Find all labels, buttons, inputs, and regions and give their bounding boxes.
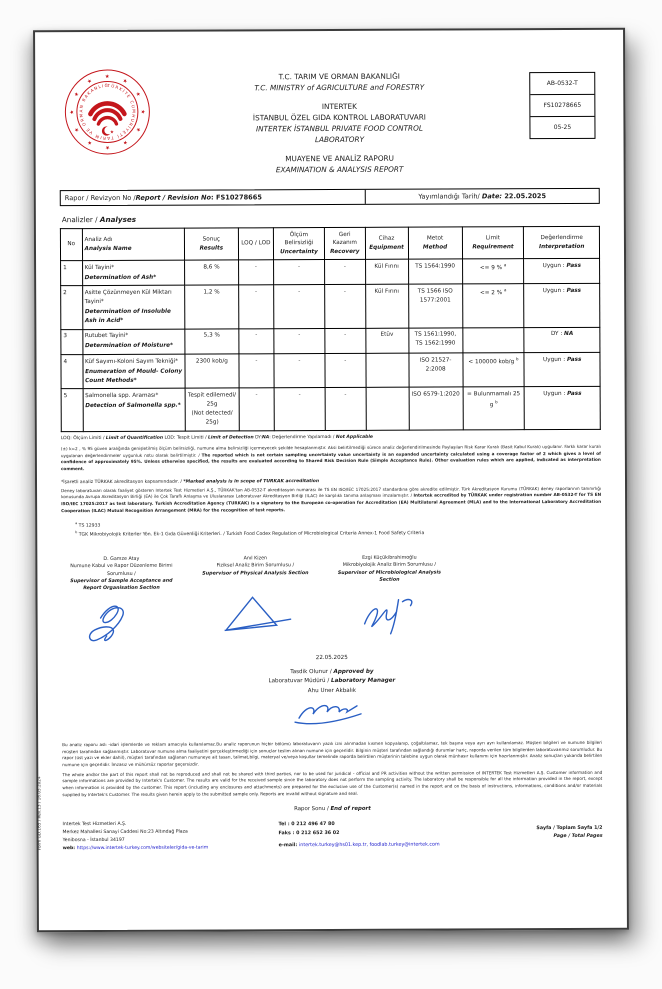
signatory-title-tr: Fiziksel Analiz Birim Sorumlusu /: [216, 563, 295, 569]
report-page: [33, 28, 629, 933]
report-header: [59, 64, 599, 177]
loq-lod-legend: LOQ: Ölçüm Limiti / Limit of Quantification LOD: Tespit Limiti / Limit of Detection DY:NA: Değerlendirme Yapılamadı / Not Applicable: [60, 434, 373, 442]
signatory-title-tr: Mikrobiyolojik Analiz Birim Sorumlusu /: [342, 562, 437, 569]
ministry-title-tr: T.C. TARIM VE ORMAN BAKANLIĞI: [278, 71, 400, 82]
table-row: 2 Asitte Çözünmeyen Kül Miktarı Tayini* Determination of Insoluble Ash in Acid* 1,2 % - - - Kül Fırını TS 1566 ISO 1577:2001 <= 2 % $^a$ Uygun : Pass: [61, 284, 600, 330]
signatory-physical-analysis: [195, 555, 315, 651]
footnote-b: $^b$ TGK Mikrobiyolojik Kriterler Yön. Ek-1 Gıda Güvenliği Kriterleri. / Turkish Food Codex Regulation of Microbiological Criteria Annex-1 Food Safety Criteria: [75, 530, 425, 539]
col-interpretation: Değerlendirme Interpretation: [524, 227, 600, 259]
approval-line1: Tasdik Olunur / Approved by: [290, 668, 374, 675]
approval-line2: Laboratuvar Müdürü / Laboratory Manager: [268, 678, 396, 685]
table-row: 3 Rutubet Tayini* Determination of Moisture* 5,3 % - - - Etüv TS 1561:1990, TS 1562:1990 DY : NA: [61, 327, 600, 355]
report-title-tr: MUAYENE VE ANALİZ RAPORU: [285, 153, 394, 163]
lab-name-en1: INTERTEK İSTANBUL PRIVATE FOOD CONTROL: [255, 123, 423, 134]
page-count-line-en: Page / Total Pages: [553, 833, 603, 839]
lab-name-en2: LABORATORY: [314, 135, 365, 145]
svg-text:★: ★: [109, 130, 114, 136]
signatory-name: Anıl Kizen: [243, 556, 268, 562]
col-recovery: Geri Kazanım Recovery: [324, 228, 365, 260]
svg-text:★: ★: [121, 77, 129, 86]
signatory-title-en: Supervisor of Microbiological Analysis Section: [337, 570, 441, 583]
legal-disclaimer-tr: Bu analiz raporu aslı -idari işlemlerde ve reklam amacıyla kullanılamaz.Bu analiz raporunun hiçbir bölümü laboratuvarın yazılı izni alınmadan kısmen kopyalanıp, çoğaltılamaz, tek başına veya ayrı ayrı kullanılamaz. Müşteri bilgileri ve numune bilgileri müşteri tarafından sağlanmıştır. Laboratuvar numune alma faaliyetini gerçekleştirmediği için sonuçlar teslim alınan numune için geçerlidir. Bilginin müşteri tarafından sağlandığı durumlar hariç, raporda verilen tüm bilgilerden laboratuvarımız sorumludur. Bu rapor (üst yazı ve ekler dahil), müşteri tarafından sağlanan numuneye ait tasarı, talimat,bilgi, materyal ve/veya koşullar temelinde raporda belirtilen müşterinin talebine uygun olarak münhasır kullanımı için hazırlanmıştır. Analiz sonuçları yukarıda belirtilen numune için geçerlidir. İmzasız ve mühürsüz raporlar geçersizdir.: [62, 739, 603, 768]
signatory-name: D. Gamze Atay: [103, 557, 140, 563]
fax-line: Faks : 0 212 652 36 02: [278, 830, 340, 836]
lab-name-tr: İSTANBUL ÖZEL GIDA KONTROL LABORATUVARI: [252, 112, 426, 123]
seal-crescent-star: [102, 126, 114, 135]
svg-text:★: ★: [73, 126, 81, 134]
svg-text:★: ★: [134, 125, 142, 133]
accreditation-note: Deney laboratuvarı olarak faaliyet gösteren Intertek Test Hizmetleri A.Ş., TÜRKAK'tan AB-0532-T akreditasyon numarası ile TS EN ISO/IEC 17025:2017 standardına göre akredite edilmiştir. Türk Akreditasyon Kurumu (TÜRKAK) deney raporlarının tanınırlığı konusunda Avrupa Akreditasyon Birliği (EA) ile Çok Taraflı Anlaşma ve Uluslararası Laboratuvar Akreditasyon Birliği (ILAC) ile karşılıklı tanıma anlaşması imzalamıştır. / Intertek accredited by TÜRKAK under registration number AB-0532-T for TS EN ISO/IEC 17025:2017 as test laboratory. Turkish Accreditation Agency (TURKAK) is a signatory to the European co-operation for Accreditation (EA) Multilateral Agreement (MLA) and to the International Laboratory Accreditation Cooperation (ILAC) Mutual Recognition Arrangement (MRA) for the recognition of test reports.: [61, 485, 602, 514]
report-no-label-en: Report / Revision No: [135, 193, 212, 203]
signatory-name: Ezgi Küçükibrahimoğlu: [362, 555, 417, 562]
website-link[interactable]: https://www.intertek-turkey.com/websiteler/gida-ve-tarim: [76, 845, 209, 852]
analyses-heading-en: Analyses: [99, 215, 137, 225]
form-revision-code: Form GD.165 / Rev.13 / 16.05.2024: [36, 776, 42, 851]
svg-text:★: ★: [73, 91, 81, 99]
date-value: 22.05.2025: [502, 192, 547, 201]
col-no: No: [60, 229, 82, 261]
col-loq-lod: LOQ / LOD: [238, 228, 273, 260]
analyses-table: [60, 226, 601, 432]
svg-text:★: ★: [86, 77, 94, 86]
analyses-heading: [62, 213, 600, 224]
accreditation-number: AB-0532-T: [530, 73, 594, 95]
svg-text:★: ★: [86, 138, 94, 147]
header-titles: [155, 64, 523, 176]
signatory-title-en: Supervisor of Physical Analysis Section: [202, 570, 309, 577]
signature-block: [61, 554, 601, 651]
signatory-microbiological-analysis: [329, 555, 449, 651]
uncertainty-note: (±) k=2 , % 95 güven aralığında genişletilmiş ölçüm belirsizliği, numune alma belirsizliği içermeyecek şekilde hesaplanmıştır. Aksi belirtilmediği sürece analiz değerlendirilmesinde Paylaşılan Risk Karar Kuralı (Basit Kabul Kuralı) uygulanır. Farklı karar kuralı uygulanan değerlendirmeler uygunluk notu olarak belirtilmiştir. / The reported which is not certain sampling uncertainty value uncertainty is an expanded uncertainty calculated using a coverage factor of 2 which gives a level of confidence of approximately 95%. Unless otherwise specified, the results are evaluated according to Shared Risk Decision Rule (Simple Acceptance Rule). Other evaluation rules which are applied, indicated as interpretation comment.: [60, 443, 601, 472]
report-code: FS10278665: [530, 95, 594, 117]
turkak-scope-line: *İşaretli analiz TÜRKAK akreditasyon kapsamındadır. / *Marked analysis is in scope of TURKAK accreditation: [60, 478, 320, 485]
col-limit: Limit Requirement: [462, 227, 524, 259]
svg-text:★: ★: [139, 109, 146, 115]
legal-disclaimer-en: The whole and/or the part of this report shall not be reproduced and shall not be shared with third parties, nor to be used for juridical - official and PR activities without the written permission of INTERTEK Test Hizmetleri A.Ş. Customer information and sample informations are provided by Intertek's Customer. The results are valid for the received sample since the laboratory does not perform the sampling activity. The laboratory shall be responsible for all the information provided in the report, except when information is provided by the customer. This report (including any enclosures and attachments) are prepared for the exclusive use of the Customer(s) named in the report and on the basis of instructions, informations, conditions and/or materials supplied by Intertek's Customer. The results given herein apply to the submitted sample only. Reports are invalid without signature and seal.: [62, 769, 603, 798]
address-line2: Yenibosna - İstanbul 34197: [62, 837, 125, 844]
footer-address: [62, 820, 278, 854]
email-links[interactable]: intertek.turkey@hs01.kep.tr, foodlab.turkey@intertek.com: [298, 842, 440, 848]
seal-ring-text: TÜRKİYE CUMHURİYETİ TARIM VE ORMAN BAKANLIĞI: [78, 82, 137, 142]
svg-text:★: ★: [104, 73, 110, 80]
lab-brand: INTERTEK: [321, 101, 357, 111]
end-of-report-line: Rapor Sonu / End of report: [294, 805, 371, 812]
signatory-sample-acceptance: [61, 556, 181, 652]
date-label-en: Date:: [481, 192, 503, 201]
table-row: 5 Salmonella spp. Araması* Detection of Salmonella spp.* Tespit edilemedi/ 25g (Not detected/ 25g) - - - ISO 6579-1:2020 = Bulunmamalı 25 g $^b$ Uygun : Pass: [61, 387, 600, 432]
footer-contact: [278, 819, 467, 850]
approval-date: 22.05.2025: [315, 655, 348, 662]
email-line: e-mail: intertek.turkey@hs01.kep.tr, foodlab.turkey@intertek.com: [278, 842, 440, 848]
header-code-box: [523, 64, 599, 139]
web-line: web: https://www.intertek-turkey.com/websiteler/gida-ve-tarim: [62, 845, 209, 852]
signature-scribble-icon: [83, 596, 161, 648]
company-name: Intertek Test Hizmetleri A.Ş.: [62, 821, 127, 827]
page-footer: [62, 818, 602, 853]
svg-text:★: ★: [121, 138, 129, 146]
signature-scribble-icon: [212, 589, 298, 641]
col-uncertainty: Ölçüm Belirsizliği Uncertainty: [273, 228, 324, 260]
seal-field-arcs: [90, 103, 124, 124]
svg-text:★: ★: [133, 90, 142, 98]
svg-text:★: ★: [69, 109, 76, 115]
approver-name: Ahu Uner Akbalık: [307, 687, 357, 694]
ministry-seal-icon: [59, 66, 155, 170]
report-no-label-tr: Rapor / Revizyon No /: [64, 194, 136, 203]
address-line1: Merkez Mahallesi Sanayi Caddesi No:23 Altındağ Plaza: [62, 829, 188, 835]
col-method: Metot Method: [408, 227, 462, 259]
ministry-title-en: T.C. MINISTRY of AGRICULTURE and FORESTRY: [254, 82, 425, 93]
report-title-en: EXAMINATION & ANALYSIS REPORT: [275, 164, 404, 175]
tel-line: Tel : 0 212 496 47 80: [278, 821, 335, 827]
table-header-row: [60, 227, 599, 261]
page-count-line-tr: Sayfa / Toplam Sayfa 1/2: [536, 825, 603, 831]
col-equipment: Cihaz Equipment: [365, 228, 408, 260]
period-code: 05-25: [553, 123, 572, 132]
signatory-title-tr: Numune Kabul ve Rapor Düzenleme Birimi Sorumlusu /: [70, 564, 173, 577]
report-date-cell: [366, 189, 599, 204]
signatory-title-en: Supervisor of Sample Acceptance and Report Organisation Section: [70, 578, 173, 592]
approval-signature-icon: [287, 696, 377, 730]
report-no-value: : FS10278665: [211, 193, 262, 202]
col-analysis-name: Analiz Adı Analysis Name: [82, 229, 185, 261]
date-label-tr: Yayımlandığı Tarih/: [418, 192, 482, 201]
report-number-bar: [60, 188, 600, 206]
table-row: 4 Küf Sayımı-Koloni Sayım Tekniği* Enumeration of Mould- Colony Count Methods* 2300 kob/g - - - ISO 21527-2:2008 < 100000 kob/g $^b$ Uygun : Pass: [61, 352, 600, 389]
report-number-cell: [61, 190, 366, 205]
footer-paging: [467, 818, 602, 841]
footnote-a: $^a$ TS 12933: [75, 520, 101, 529]
footnote-list: [75, 518, 601, 540]
approval-block: [212, 654, 452, 736]
table-row: 1 Kül Tayini* Determination of Ash* 8,6 % - - - Kül Fırını TS 1564:1990 <= 9 % $^a$ Uygun : Pass: [61, 258, 600, 286]
analyses-heading-tr: Analizler /: [61, 215, 100, 225]
signature-scribble-icon: [350, 589, 428, 641]
svg-text:★: ★: [105, 143, 110, 150]
col-results: Sonuç Results: [184, 228, 238, 260]
